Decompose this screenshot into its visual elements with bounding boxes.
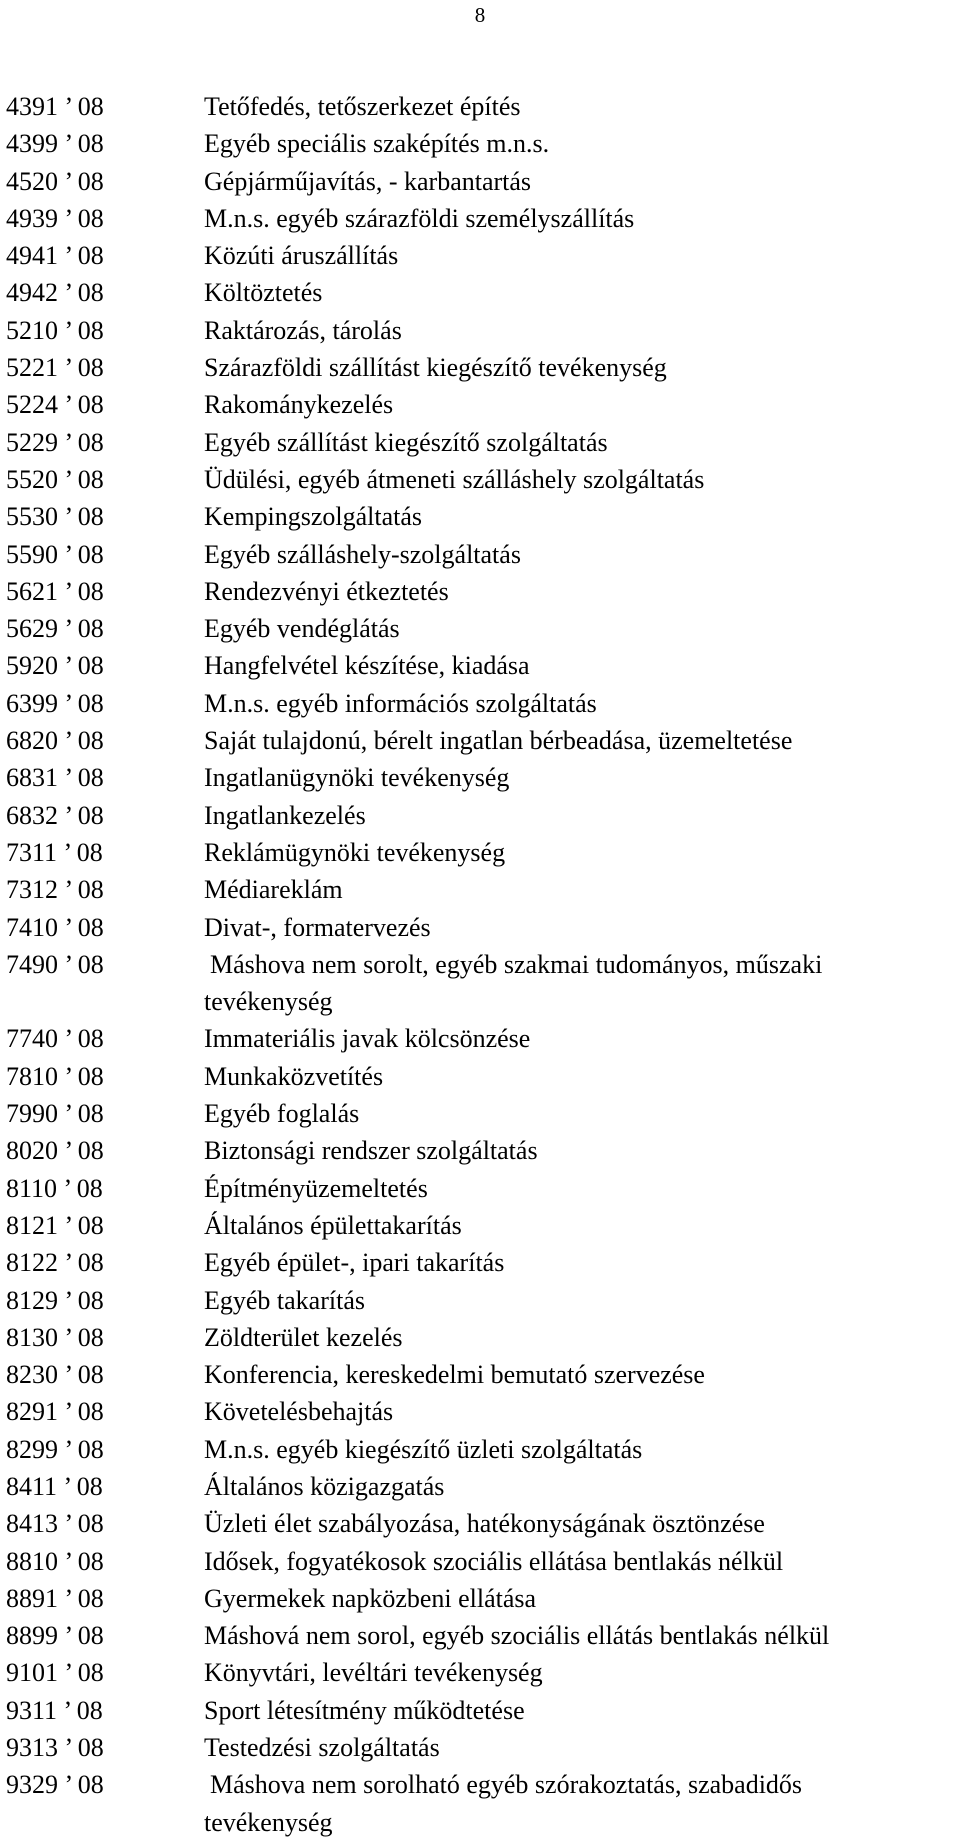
activity-code: 8291 ’ 08 (6, 1397, 104, 1427)
activity-description (204, 1431, 954, 1468)
activity-row (6, 386, 954, 423)
activity-code: 8810 ’ 08 (6, 1546, 104, 1576)
activity-code: 6831 ’ 08 (6, 763, 104, 793)
activity-row (6, 1431, 954, 1468)
activity-code: 8020 ’ 08 (6, 1136, 104, 1166)
activity-description (204, 349, 954, 386)
activity-row (6, 610, 954, 647)
activity-description-text: Költöztetés (204, 278, 323, 308)
activity-description-text: Médiareklám (204, 875, 343, 905)
activity-description-text: Hangfelvétel készítése, kiadása (204, 651, 530, 681)
activity-description (204, 647, 954, 684)
activity-description-text: Könyvtári, levéltári tevékenység (204, 1658, 543, 1688)
activity-code: 6820 ’ 08 (6, 726, 104, 756)
activity-code: 8899 ’ 08 (6, 1621, 104, 1651)
activity-code: 5221 ’ 08 (6, 353, 104, 383)
activity-description-text: Követelésbehajtás (204, 1397, 394, 1427)
activity-description-text: Gyermekek napközbeni ellátása (204, 1583, 537, 1613)
activity-code: 5590 ’ 08 (6, 539, 104, 569)
activity-description (204, 1692, 954, 1729)
activity-code: 7990 ’ 08 (6, 1099, 104, 1129)
activity-description-text: Munkaközvetítés (204, 1061, 384, 1091)
activity-description-continuation: tevékenység (204, 987, 333, 1017)
activity-code: 8122 ’ 08 (6, 1248, 104, 1278)
activity-description (204, 1319, 954, 1356)
activity-description (204, 88, 954, 125)
activity-description (204, 312, 954, 349)
activity-code: 8129 ’ 08 (6, 1285, 104, 1315)
activity-row (6, 759, 954, 796)
activity-row (6, 274, 954, 311)
activity-code: 8413 ’ 08 (6, 1509, 104, 1539)
activity-description-text: Üzleti élet szabályozása, hatékonyságának ösztönzése (204, 1509, 765, 1539)
activity-row (6, 946, 954, 1021)
activity-row (6, 797, 954, 834)
activity-row (6, 1132, 954, 1169)
activity-row (6, 1058, 954, 1095)
activity-description-text: Építményüzemeltetés (204, 1173, 428, 1203)
activity-row (6, 536, 954, 573)
activity-description-text: Szárazföldi szállítást kiegészítő tevékenység (204, 353, 667, 383)
activity-code: 7490 ’ 08 (6, 949, 104, 979)
page-number: 8 (474, 3, 486, 27)
activity-row (6, 1692, 954, 1729)
activity-code: 4942 ’ 08 (6, 278, 104, 308)
activity-row (6, 1580, 954, 1617)
activity-code: 4939 ’ 08 (6, 203, 104, 233)
activity-code: 5920 ’ 08 (6, 651, 104, 681)
activity-description-text: Egyéb épület-, ipari takarítás (204, 1248, 505, 1278)
activity-description-text: M.n.s. egyéb kiegészítő üzleti szolgáltatás (204, 1434, 643, 1464)
activity-description-text: Tetőfedés, tetőszerkezet építés (204, 92, 521, 121)
activity-row (6, 1020, 954, 1057)
activity-row (6, 1207, 954, 1244)
activity-row (6, 1766, 954, 1841)
activity-code: 7311 ’ 08 (6, 837, 103, 867)
activity-code: 8891 ’ 08 (6, 1583, 104, 1613)
activity-row (6, 1244, 954, 1281)
activity-description-text: Közúti áruszállítás (204, 241, 399, 271)
activity-code: 4399 ’ 08 (6, 129, 104, 159)
activity-description (204, 1580, 954, 1617)
activity-description (204, 498, 954, 535)
activity-row (6, 685, 954, 722)
activity-description-text: Rakománykezelés (204, 390, 394, 420)
activity-description-continuation: tevékenység (204, 1807, 333, 1837)
activity-description (204, 1207, 954, 1244)
activity-description-text: Ingatlanügynöki tevékenység (204, 763, 510, 793)
activity-description (204, 536, 954, 573)
activity-row (6, 88, 954, 125)
activity-description-text: Zöldterület kezelés (204, 1322, 403, 1352)
activity-description-text: Konferencia, kereskedelmi bemutató szervezése (204, 1360, 705, 1390)
activity-row (6, 722, 954, 759)
activity-description (204, 1468, 954, 1505)
activity-description (204, 834, 954, 871)
activity-description-text: Ingatlankezelés (204, 800, 366, 830)
activity-description (204, 1170, 954, 1207)
activity-description (204, 759, 954, 796)
activity-row (6, 1468, 954, 1505)
activity-description (204, 1617, 954, 1654)
activity-description-text: Testedzési szolgáltatás (204, 1733, 440, 1763)
activity-row (6, 1282, 954, 1319)
activity-code: 9311 ’ 08 (6, 1695, 103, 1725)
activity-description-text: M.n.s. egyéb információs szolgáltatás (204, 688, 597, 718)
activity-row (6, 1356, 954, 1393)
activity-row (6, 349, 954, 386)
activity-description-text: Gépjárműjavítás, - karbantartás (204, 166, 532, 196)
activity-code: 4520 ’ 08 (6, 166, 104, 196)
activity-description-text: Általános épülettakarítás (204, 1210, 462, 1240)
activity-code: 8411 ’ 08 (6, 1471, 103, 1501)
activity-description-text: Raktározás, tárolás (204, 315, 402, 345)
activity-description (204, 461, 954, 498)
activity-row (6, 647, 954, 684)
activity-row (6, 1319, 954, 1356)
activity-code: 8121 ’ 08 (6, 1210, 104, 1240)
activity-row (6, 237, 954, 274)
activity-description-text: Immateriális javak kölcsönzése (204, 1024, 531, 1054)
activity-code: 8130 ’ 08 (6, 1322, 104, 1352)
activity-code: 8230 ’ 08 (6, 1360, 104, 1390)
activity-code: 7810 ’ 08 (6, 1061, 104, 1091)
activity-row (6, 1543, 954, 1580)
activity-description (204, 1729, 954, 1766)
activity-code: 5210 ’ 08 (6, 315, 104, 345)
activity-description-text: Divat-, formatervezés (204, 912, 431, 942)
activity-row (6, 1505, 954, 1542)
activity-row (6, 163, 954, 200)
activity-description (204, 1244, 954, 1281)
activity-row (6, 1654, 954, 1691)
activity-description (204, 200, 954, 237)
activity-row (6, 461, 954, 498)
activity-row (6, 871, 954, 908)
activity-description (204, 125, 954, 162)
activity-description-text: Máshová nem sorol, egyéb szociális ellátás bentlakás nélkül (204, 1621, 830, 1651)
activity-description-text: Reklámügynöki tevékenység (204, 837, 506, 867)
activity-code-list (6, 88, 954, 1841)
activity-description-text: Egyéb vendéglátás (204, 614, 400, 644)
activity-description (204, 1356, 954, 1393)
activity-code: 5520 ’ 08 (6, 464, 104, 494)
activity-description (204, 871, 954, 908)
activity-code: 5530 ’ 08 (6, 502, 104, 532)
activity-row (6, 573, 954, 610)
activity-description (204, 610, 954, 647)
activity-code: 7740 ’ 08 (6, 1024, 104, 1054)
activity-description (204, 573, 954, 610)
activity-description-text: Idősek, fogyatékosok szociális ellátása bentlakás nélkül (204, 1546, 784, 1576)
activity-description (204, 1543, 954, 1580)
activity-row (6, 1170, 954, 1207)
activity-description (204, 909, 954, 946)
activity-description-text: Egyéb takarítás (204, 1285, 365, 1315)
activity-code: 4941 ’ 08 (6, 241, 104, 271)
activity-description-text: Sport létesítmény működtetése (204, 1695, 525, 1725)
activity-code: 8299 ’ 08 (6, 1434, 104, 1464)
activity-description (204, 685, 954, 722)
activity-description-text: Egyéb szálláshely-szolgáltatás (204, 539, 521, 569)
activity-row (6, 909, 954, 946)
activity-description (204, 274, 954, 311)
activity-row (6, 1095, 954, 1132)
activity-description (204, 163, 954, 200)
activity-row (6, 1617, 954, 1654)
activity-description (204, 1654, 954, 1691)
activity-code: 4391 ’ 08 (6, 92, 104, 121)
activity-description-text: Üdülési, egyéb átmeneti szálláshely szolgáltatás (204, 464, 705, 494)
activity-description (204, 797, 954, 834)
activity-description (204, 1766, 954, 1841)
activity-description (204, 1393, 954, 1430)
activity-code: 6399 ’ 08 (6, 688, 104, 718)
activity-code: 9101 ’ 08 (6, 1658, 104, 1688)
activity-row (6, 125, 954, 162)
activity-description (204, 946, 954, 1021)
activity-row (6, 312, 954, 349)
activity-description-text: Egyéb speciális szaképítés m.n.s. (204, 129, 550, 159)
activity-description (204, 1282, 954, 1319)
activity-code: 5629 ’ 08 (6, 614, 104, 644)
activity-code: 6832 ’ 08 (6, 800, 104, 830)
activity-description-text: Egyéb foglalás (204, 1099, 360, 1129)
activity-description-text: Biztonsági rendszer szolgáltatás (204, 1136, 538, 1166)
activity-code: 5229 ’ 08 (6, 427, 104, 457)
activity-row (6, 834, 954, 871)
activity-description (204, 1132, 954, 1169)
activity-code: 9313 ’ 08 (6, 1733, 104, 1763)
activity-code: 8110 ’ 08 (6, 1173, 103, 1203)
activity-row (6, 1393, 954, 1430)
activity-row (6, 1729, 954, 1766)
activity-description (204, 1505, 954, 1542)
activity-code: 7312 ’ 08 (6, 875, 104, 905)
activity-code: 7410 ’ 08 (6, 912, 104, 942)
activity-description (204, 237, 954, 274)
activity-description-text: Kempingszolgáltatás (204, 502, 423, 532)
activity-description (204, 1058, 954, 1095)
activity-code: 5621 ’ 08 (6, 576, 104, 606)
activity-row (6, 424, 954, 461)
activity-description-text: Rendezvényi étkeztetés (204, 576, 449, 606)
activity-description-text: M.n.s. egyéb szárazföldi személyszállítás (204, 203, 635, 233)
activity-code: 9329 ’ 08 (6, 1770, 104, 1800)
activity-description-text: Egyéb szállítást kiegészítő szolgáltatás (204, 427, 608, 457)
activity-code: 5224 ’ 08 (6, 390, 104, 420)
activity-description (204, 722, 954, 759)
activity-description-text: Máshova nem sorolt, egyéb szakmai tudományos, műszaki (210, 949, 823, 979)
activity-description-text: Általános közigazgatás (204, 1471, 445, 1501)
activity-row (6, 200, 954, 237)
activity-description (204, 1095, 954, 1132)
activity-description (204, 1020, 954, 1057)
activity-description (204, 424, 954, 461)
activity-row (6, 498, 954, 535)
activity-description-text: Saját tulajdonú, bérelt ingatlan bérbeadása, üzemeltetése (204, 726, 793, 756)
activity-description-text: Máshova nem sorolható egyéb szórakoztatás, szabadidős (210, 1770, 803, 1800)
activity-description (204, 386, 954, 423)
